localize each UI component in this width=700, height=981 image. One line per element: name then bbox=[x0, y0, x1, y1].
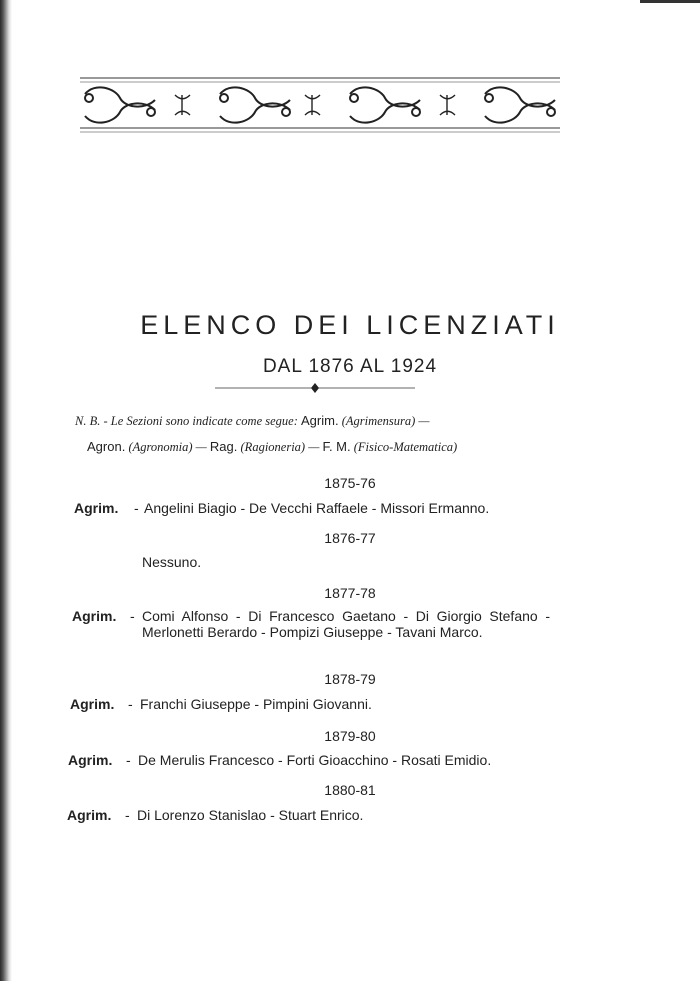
top-edge-line bbox=[640, 0, 700, 3]
list-item: Agrim. - Franchi Giuseppe - Pimpini Giovanni. bbox=[70, 696, 372, 712]
legend-agron-abbr: Agron. bbox=[87, 439, 126, 454]
names-text: Comi Alfonso - Di Francesco Gaetano - Di Giorgio Stefano - Merlonetti Berardo - Pompizi Giuseppe - Tavani Marco. bbox=[142, 608, 550, 640]
year-heading: 1877-78 bbox=[324, 585, 376, 601]
legend-prefix: N. B. - Le Sezioni sono indicate come segue: bbox=[75, 414, 298, 428]
year-heading: 1879-80 bbox=[324, 728, 376, 744]
decorative-header-ornament-icon bbox=[80, 70, 560, 140]
year-heading: 1876-77 bbox=[324, 530, 376, 546]
section-label: Agrim. bbox=[72, 608, 117, 624]
legend-agron-full: (Agronomia) — bbox=[128, 440, 207, 454]
section-label: Agrim. bbox=[74, 500, 119, 516]
legend-note-line-1 bbox=[75, 413, 575, 429]
none-text: Nessuno. bbox=[142, 554, 202, 570]
list-item: Agrim. - Comi Alfonso - Di Francesco Gaetano - Di Giorgio Stefano - Merlonetti Berardo - Pompizi Giuseppe - Tavani Marco. bbox=[72, 608, 550, 640]
diamond-divider-icon bbox=[215, 382, 415, 394]
names-text: Di Lorenzo Stanislao - Stuart Enrico. bbox=[137, 807, 364, 823]
section-label: Agrim. bbox=[68, 752, 113, 768]
list-item: Agrim. - Angelini Biagio - De Vecchi Raffaele - Missori Ermanno. bbox=[74, 500, 490, 516]
list-item: Agrim. - Di Lorenzo Stanislao - Stuart Enrico. bbox=[67, 807, 364, 823]
legend-fm-full: (Fisico-Matematica) bbox=[353, 440, 458, 454]
page-subtitle: DAL 1876 AL 1924 bbox=[262, 356, 438, 377]
section-label: Agrim. bbox=[67, 807, 112, 823]
legend-fm-abbr: F. M. bbox=[322, 439, 351, 454]
year-heading: 1880-81 bbox=[324, 782, 376, 798]
legend-agrim-full: (Agrimensura) — bbox=[341, 414, 430, 428]
legend-agrim-abbr: Agrim. bbox=[301, 413, 339, 428]
list-item: Agrim. - De Merulis Francesco - Forti Gioacchino - Rosati Emidio. bbox=[68, 752, 492, 768]
legend-rag-full: (Ragioneria) — bbox=[240, 440, 320, 454]
page-title: ELENCO DEI LICENZIATI bbox=[140, 310, 560, 340]
section-label: Agrim. bbox=[70, 696, 115, 712]
year-heading: 1875-76 bbox=[324, 475, 376, 491]
legend-rag-abbr: Rag. bbox=[209, 439, 238, 454]
names-text: Franchi Giuseppe - Pimpini Giovanni. bbox=[140, 696, 372, 712]
year-heading: 1878-79 bbox=[324, 671, 376, 687]
names-text: Angelini Biagio - De Vecchi Raffaele - Missori Ermanno. bbox=[144, 500, 490, 516]
legend-note-line-2 bbox=[87, 439, 587, 455]
names-text: De Merulis Francesco - Forti Gioacchino - Rosati Emidio. bbox=[138, 752, 492, 768]
